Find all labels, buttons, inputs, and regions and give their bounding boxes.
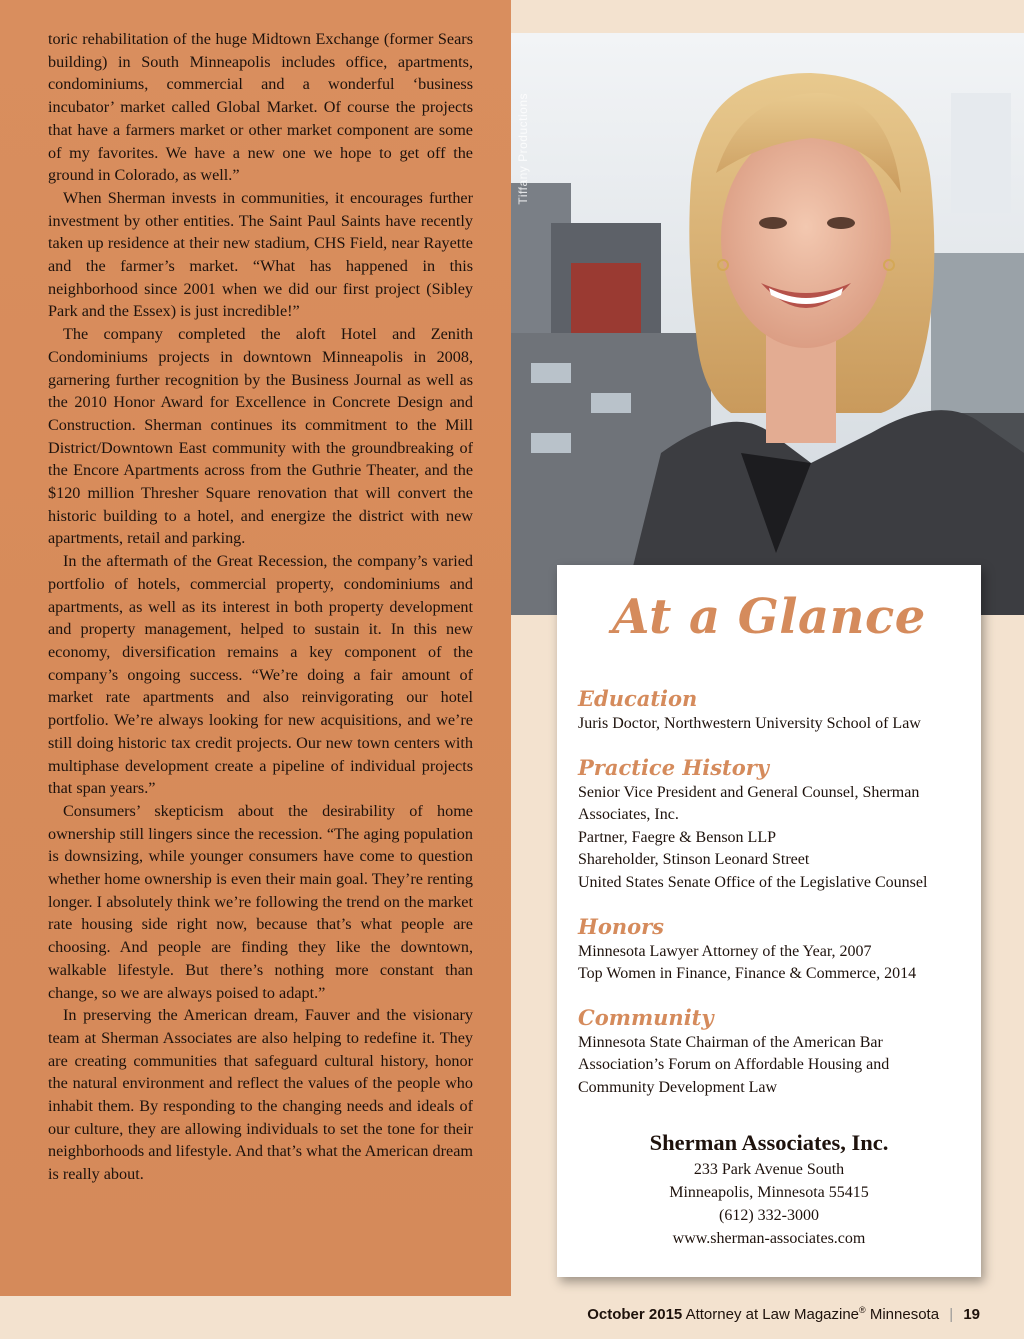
section-heading: Honors [578,913,665,939]
section-education [578,685,968,736]
footer-separator: | [949,1306,954,1323]
section-heading: Community [578,1004,714,1030]
article-paragraph: In preserving the American dream, Fauver and the visionary team at Sherman Associates are also helping to redefine it. They are creating communities that safeguard cultural history, honor the natural environment and reflect the values of the people who inhabit them. By responding to the changing needs and ideals of our culture, they are allowing individuals to set the tone for their neighborhoods and lifestyle. And that’s what the American dream is really about. [48,1006,473,1184]
glance-title: At a Glance [612,589,926,645]
section-line: Top Women in Finance, Finance & Commerce, 2014 [578,965,917,983]
section-line: Juris Doctor, Northwestern University School of Law [578,715,921,732]
section-line: Minnesota Lawyer Attorney of the Year, 2007 [578,942,872,960]
portrait-illustration [511,33,1024,615]
page-footer [587,1305,980,1323]
company-address-2: Minneapolis, Minnesota 55415 [669,1184,869,1201]
company-address-1: 233 Park Avenue South [693,1161,845,1178]
section-line: Minnesota State Chairman of the American Bar Association’s Forum on Affordable Housing and Community Development Law [578,1033,890,1096]
registered-mark: ® [859,1305,866,1315]
article-paragraph: The company completed the aloft Hotel and Zenith Condominiums projects in downtown Minneapolis in 2008, garnering further recognition by the Business Journal as well as the 2010 Honor Award for Excellence in Concrete Design and Construction. Sherman continues its commitment to the Mill District/Downtown East community with the groundbreaking of the Encore Apartments across from the Guthrie Theater, and the $120 million Thresher Square renovation that will convert the historic building to a hotel, and energize the district with new apartments, retail and parking. [48,325,473,548]
portrait-photo [511,33,1024,615]
section-practice-history [578,754,968,895]
article-paragraph: Consumers’ skepticism about the desirability of home ownership still lingers since the recession. “The aging population is downsizing, while younger consumers have come to question whether home ownership is even their main goal. They’re renting longer. I absolutely think we’re following the trend on the market rate housing side right now, because that’s what people are choosing. And people are finding they like the downtown, walkable lifestyle. But there’s nothing more constant than change, so we are always poised to adapt.” [48,801,473,1002]
section-honors [578,913,968,986]
company-name: Sherman Associates, Inc. [649,1130,889,1155]
section-line: United States Senate Office of the Legislative Counsel [578,873,928,891]
article-body [48,28,473,1186]
section-line: Partner, Faegre & Benson LLP [578,828,776,846]
company-phone: (612) 332-3000 [719,1207,819,1224]
section-community [578,1004,968,1100]
glance-sections [578,685,968,1118]
article-paragraph: toric rehabilitation of the huge Midtown Exchange (former Sears building) in South Minneapolis includes office, apartments, condominiums, commercial and a wonderful ‘business incubator’ market called Global Market. Of course the projects that have a farmers market or other market component are some of my favorites. We have a new one we hope to get off the ground in Colorado, as well.” [48,30,473,185]
photo-credit: Tiffany Productions [516,93,530,205]
article-paragraph: In the aftermath of the Great Recession, the company’s varied portfolio of hotels, commercial property, condominiums and apartments, as well as its interest in both property development and property management, helped to sustain it. In this new economy, diversification remains a key component of the company’s ongoing success. “We’re doing a fair amount of market rate apartments and also reinvigorating our hotel portfolio. We’re always looking for new acquisitions, and we’re still doing historic tax credit projects. Our new town centers with multiphase development create a pipeline of individual projects that span years.” [48,552,473,798]
section-heading: Practice History [578,754,769,780]
company-contact [557,1128,981,1250]
company-website[interactable]: www.sherman-associates.com [672,1230,866,1247]
section-line: Shareholder, Stinson Leonard Street [578,851,810,869]
at-a-glance-box [557,565,981,1277]
footer-edition: Minnesota [869,1306,940,1323]
footer-issue: October 2015 [587,1306,683,1323]
section-heading: Education [578,686,698,711]
section-line: Senior Vice President and General Counsel, Sherman Associates, Inc. [578,783,920,824]
article-paragraph: When Sherman invests in communities, it encourages further investment by other entities. The Saint Paul Saints have recently taken up residence at their new stadium, CHS Field, near Rayette and the farmer’s market. “What has happened in this neighborhood since 2001 when we did our first project (Sibley Park and the Essex) is just incredible!” [48,188,473,321]
page-number: 19 [963,1306,980,1323]
footer-magazine: Attorney at Law Magazine [685,1306,860,1323]
